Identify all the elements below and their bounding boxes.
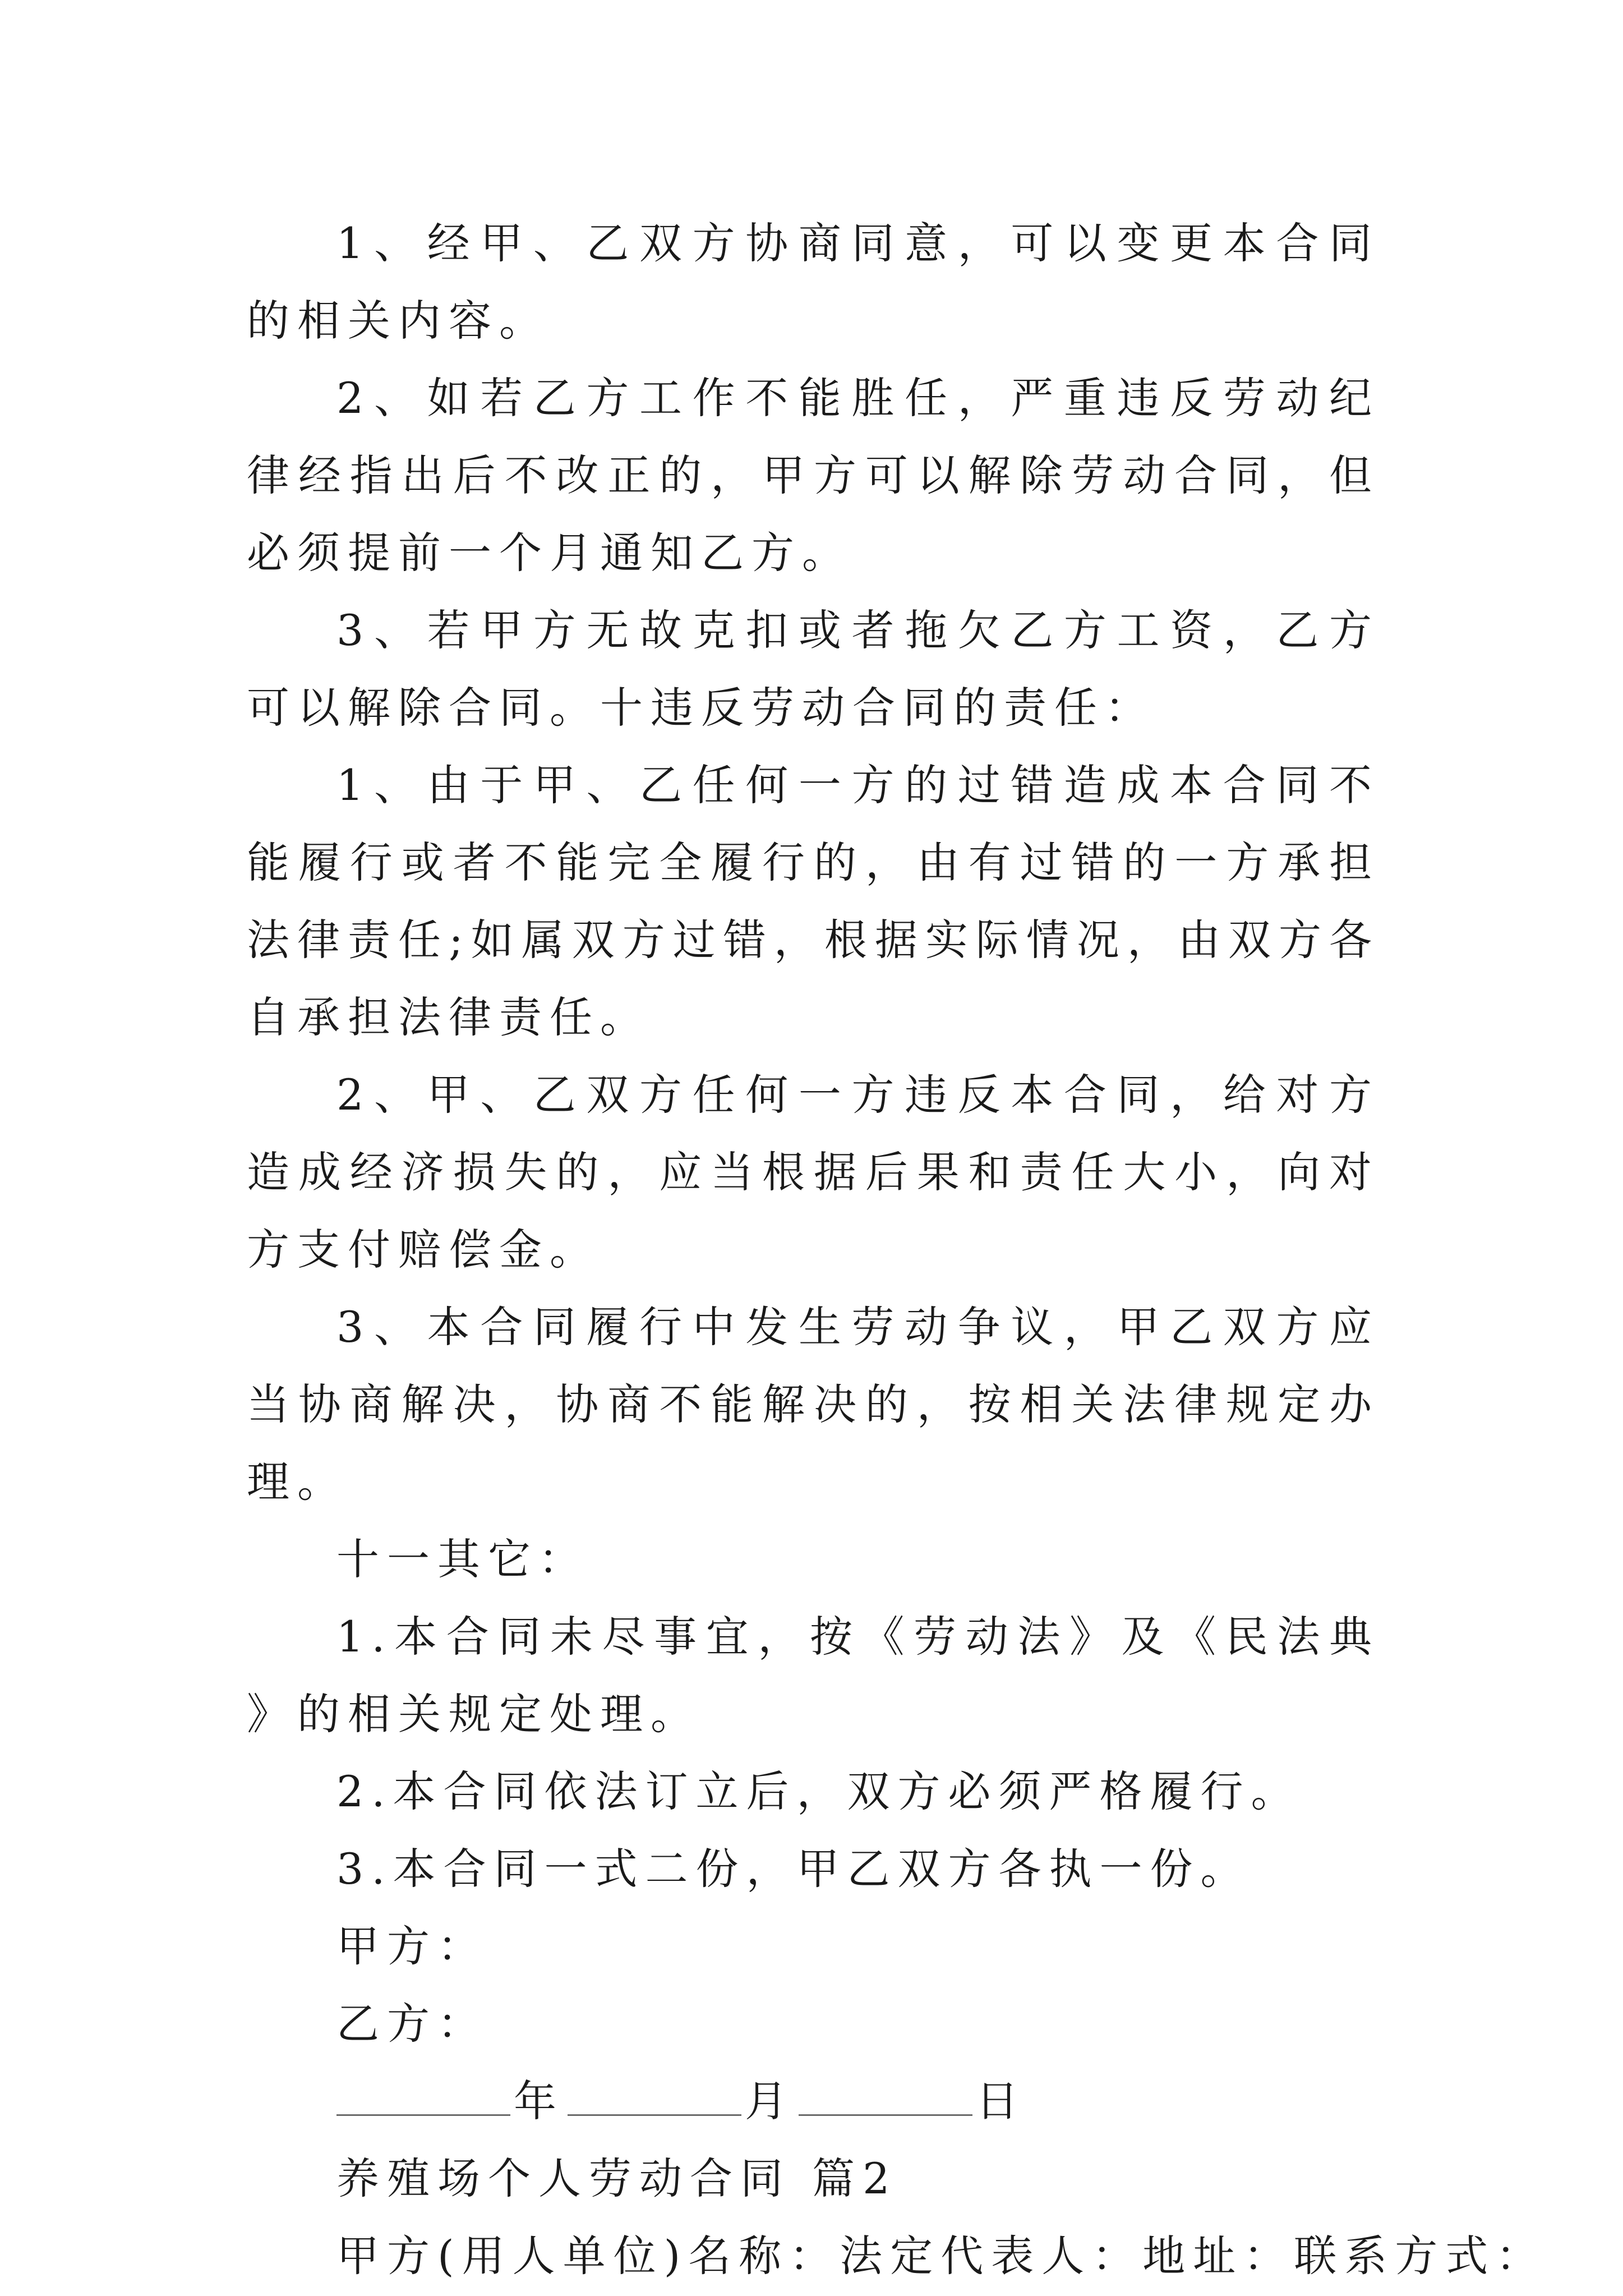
party-a-info-line: 甲方(用人单位)名称：法定代表人：地址：联系方式：	[336, 2231, 1547, 2281]
year-label: 年	[514, 2076, 564, 2126]
year-blank	[336, 2081, 510, 2116]
party-a-signature-label: 甲方：	[336, 1921, 488, 1971]
clause-change-contract: 1、经甲、乙双方协商同意，可以变更本合同的相关内容。	[247, 218, 1380, 346]
clause-dismissal-incompetence: 2、如若乙方工作不能胜任，严重违反劳动纪律经指出后不改正的，甲方可以解除劳动合同，但必须提前一个月通知乙方。	[247, 373, 1380, 578]
clause-unspecified-matters: 1.本合同未尽事宜，按《劳动法》及《民法典》的相关规定处理。	[247, 1612, 1380, 1739]
clause-wage-default: 3、若甲方无故克扣或者拖欠乙方工资，乙方可以解除合同。十违反劳动合同的责任：	[247, 605, 1380, 733]
signature-date-line	[336, 2063, 1380, 2140]
clause-compensation: 2、甲、乙双方任何一方违反本合同，给对方造成经济损失的，应当根据后果和责任大小，向对方支付赔偿金。	[247, 1070, 1380, 1274]
clause-strict-performance: 2.本合同依法订立后，双方必须严格履行。	[336, 1766, 1302, 1816]
day-label: 日	[976, 2076, 1026, 2126]
clause-labor-dispute: 3、本合同履行中发生劳动争议，甲乙双方应当协商解决，协商不能解决的，按相关法律规定办理。	[247, 1302, 1380, 1507]
section-heading-other: 十一其它：	[336, 1534, 589, 1584]
month-label: 月	[745, 2076, 795, 2126]
day-blank	[799, 2081, 972, 2116]
clause-copies: 3.本合同一式二份，甲乙双方各执一份。	[336, 1844, 1251, 1894]
party-b-signature-label: 乙方：	[336, 1999, 488, 2049]
section-title: 养殖场个人劳动合同 篇2	[336, 2154, 898, 2203]
clause-fault-liability: 1、由于甲、乙任何一方的过错造成本合同不能履行或者不能完全履行的，由有过错的一方承担法律责任;如属双方过错，根据实际情况，由双方各自承担法律责任。	[247, 760, 1380, 1042]
document-body	[247, 205, 1547, 2295]
month-blank	[568, 2081, 741, 2116]
